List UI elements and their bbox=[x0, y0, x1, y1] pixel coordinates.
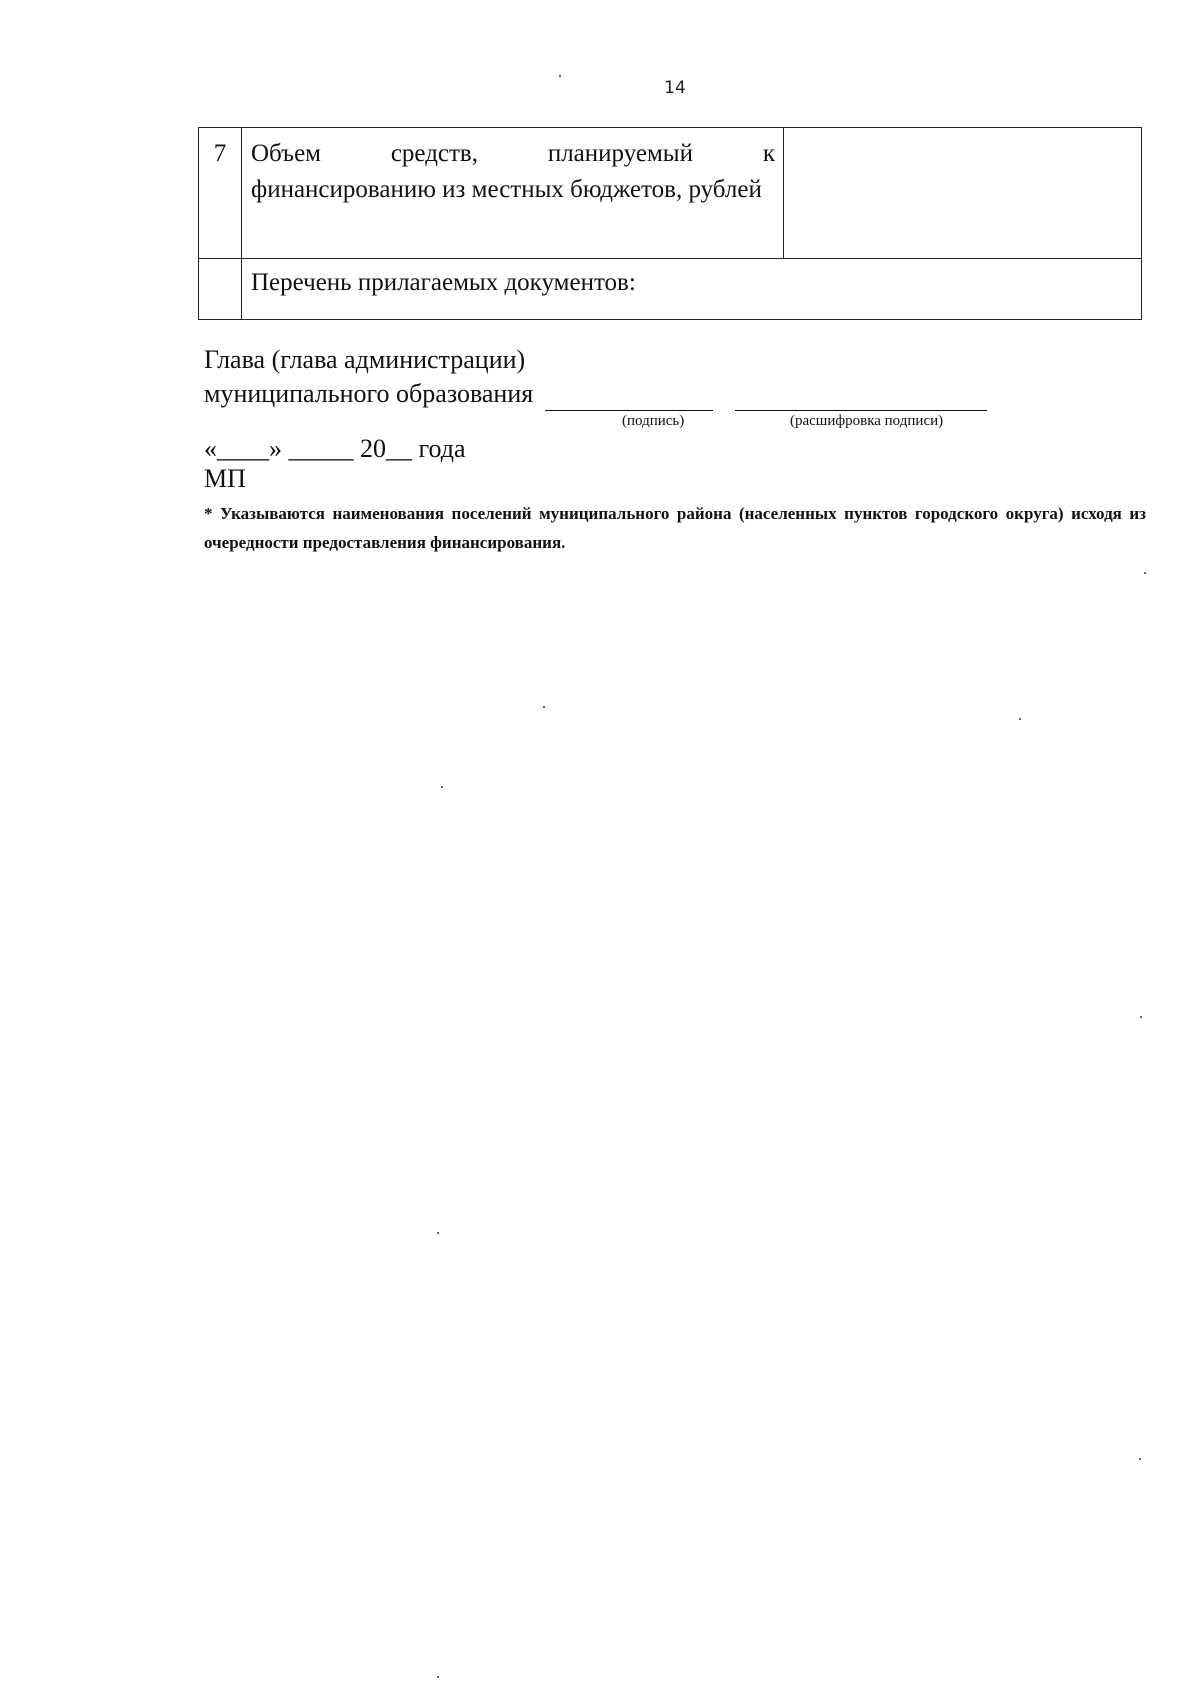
scan-speck bbox=[1140, 1016, 1142, 1018]
scan-speck bbox=[1019, 718, 1021, 720]
scan-speck bbox=[437, 1232, 439, 1234]
municipality-label: муниципального образования bbox=[204, 379, 534, 408]
scan-speck bbox=[543, 706, 545, 708]
signature-block bbox=[204, 343, 987, 411]
scan-speck bbox=[559, 75, 561, 77]
description-rest: финансированию из местных бюджетов, рублей bbox=[251, 176, 762, 203]
row-number: 7 bbox=[199, 128, 242, 259]
description-word: средств, bbox=[390, 140, 478, 167]
row-description bbox=[242, 128, 784, 259]
head-title: Глава (глава администрации) bbox=[204, 345, 526, 374]
table-row bbox=[199, 128, 1142, 259]
row-value-cell[interactable] bbox=[784, 128, 1142, 259]
attached-documents-label: Перечень прилагаемых документов: bbox=[242, 259, 1142, 320]
scan-speck bbox=[1139, 1458, 1141, 1460]
decode-caption: (расшифровка подписи) bbox=[790, 413, 944, 429]
description-word: к bbox=[762, 140, 775, 167]
footnote: * Указываются наименования поселений муниципального района (населенных пунктов городского округа) исходя из очередности предоставления финансирования. bbox=[204, 504, 1146, 552]
description-first-line bbox=[251, 136, 775, 172]
description-word: Объем bbox=[251, 140, 321, 167]
scan-speck bbox=[441, 786, 443, 788]
row-number-empty bbox=[199, 259, 242, 320]
signature-caption: (подпись) bbox=[622, 413, 685, 429]
scan-speck bbox=[1144, 572, 1146, 574]
description-word: планируемый bbox=[547, 140, 693, 167]
scan-speck bbox=[437, 1676, 439, 1678]
municipality-line bbox=[204, 377, 987, 411]
seal-mark: МП bbox=[204, 464, 246, 493]
date-line: «____» _____ 20__ года bbox=[204, 434, 466, 463]
funding-table bbox=[198, 127, 1142, 320]
table-row bbox=[199, 259, 1142, 320]
signature-field[interactable] bbox=[545, 380, 713, 411]
signature-decode-field[interactable] bbox=[735, 380, 987, 411]
page-number: 14 bbox=[664, 78, 686, 98]
